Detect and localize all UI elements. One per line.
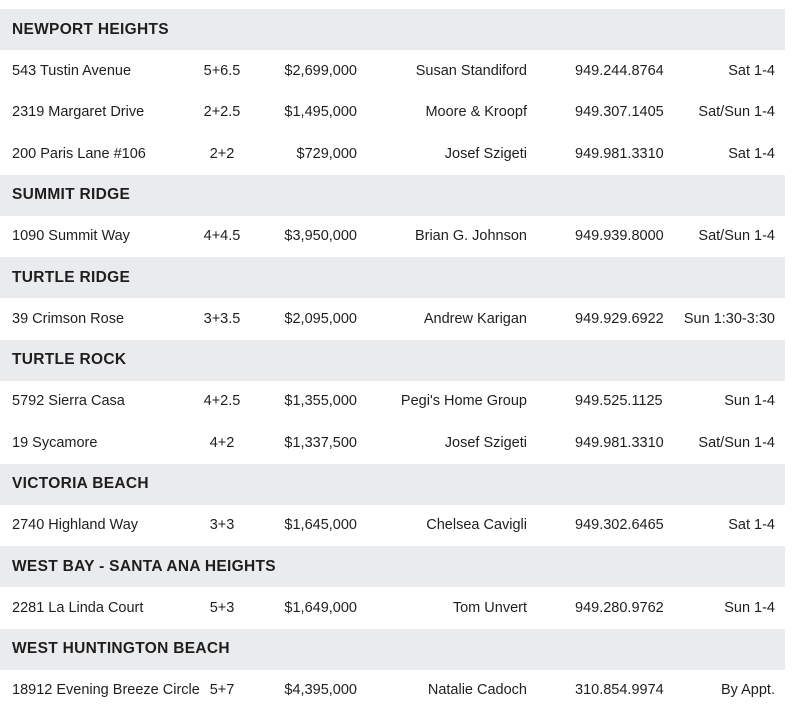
neighborhood-header: WEST HUNTINGTON BEACH bbox=[0, 629, 785, 670]
listing-price: $4,395,000 bbox=[284, 682, 357, 699]
listing-rooms: 5+7 bbox=[209, 682, 235, 699]
listing-rooms: 3+3 bbox=[209, 517, 235, 534]
listing-row bbox=[0, 50, 785, 92]
listing-agent: Josef Szigeti bbox=[444, 434, 527, 451]
listing-address: 39 Crimson Rose bbox=[12, 310, 125, 327]
listing-hours: Sun 1-4 bbox=[724, 393, 775, 410]
listing-price: $1,495,000 bbox=[284, 104, 357, 121]
listing-price: $1,355,000 bbox=[284, 393, 357, 410]
listing-row bbox=[0, 298, 785, 340]
listing-rooms: 5+3 bbox=[209, 599, 235, 616]
neighborhood-header: TURTLE RIDGE bbox=[0, 257, 785, 298]
listing-agent: Pegi's Home Group bbox=[400, 393, 527, 410]
neighborhood-header: SUMMIT RIDGE bbox=[0, 175, 785, 216]
listing-price: $1,645,000 bbox=[284, 517, 357, 534]
listing-rooms: 5+6.5 bbox=[203, 62, 241, 79]
open-house-listings bbox=[0, 9, 785, 711]
listing-row bbox=[0, 670, 785, 712]
neighborhood-section bbox=[0, 340, 785, 464]
listing-hours: Sun 1-4 bbox=[724, 599, 775, 616]
neighborhood-section bbox=[0, 175, 785, 258]
listing-hours: Sat/Sun 1-4 bbox=[698, 104, 775, 121]
neighborhood-header: VICTORIA BEACH bbox=[0, 464, 785, 505]
listing-phone: 310.854.9974 bbox=[575, 682, 664, 699]
listing-phone: 949.981.3310 bbox=[575, 434, 664, 451]
listing-address: 2740 Highland Way bbox=[12, 517, 139, 534]
listing-rooms: 4+2 bbox=[209, 434, 235, 451]
listing-hours: Sat 1-4 bbox=[728, 145, 775, 162]
neighborhood-header: WEST BAY - SANTA ANA HEIGHTS bbox=[0, 546, 785, 587]
neighborhood-header: NEWPORT HEIGHTS bbox=[0, 9, 785, 50]
listing-hours: Sat 1-4 bbox=[728, 517, 775, 534]
listing-agent: Susan Standiford bbox=[415, 62, 527, 79]
listing-address: 543 Tustin Avenue bbox=[12, 62, 132, 79]
listing-price: $1,649,000 bbox=[284, 599, 357, 616]
listing-address: 1090 Summit Way bbox=[12, 228, 130, 245]
neighborhood-section bbox=[0, 629, 785, 712]
listing-phone: 949.981.3310 bbox=[575, 145, 664, 162]
listing-row bbox=[0, 422, 785, 464]
listing-phone: 949.302.6465 bbox=[575, 517, 664, 534]
listing-address: 5792 Sierra Casa bbox=[12, 393, 125, 410]
listing-agent: Natalie Cadoch bbox=[427, 682, 527, 699]
listing-hours: Sat/Sun 1-4 bbox=[698, 434, 775, 451]
listing-rooms: 4+4.5 bbox=[203, 228, 241, 245]
listing-agent: Brian G. Johnson bbox=[414, 228, 527, 245]
listing-hours: Sat 1-4 bbox=[728, 62, 775, 79]
listing-price: $2,095,000 bbox=[284, 310, 357, 327]
listing-row bbox=[0, 133, 785, 175]
listing-price: $3,950,000 bbox=[284, 228, 357, 245]
listing-rooms: 2+2.5 bbox=[203, 104, 241, 121]
listing-agent: Andrew Karigan bbox=[423, 310, 527, 327]
listing-hours: Sat/Sun 1-4 bbox=[698, 228, 775, 245]
listing-address: 18912 Evening Breeze Circle bbox=[12, 682, 200, 699]
listing-agent: Moore & Kroopf bbox=[425, 104, 527, 121]
listing-row bbox=[0, 505, 785, 547]
listing-row bbox=[0, 92, 785, 134]
listing-phone: 949.525.1125 bbox=[575, 393, 663, 410]
listing-hours: Sun 1:30-3:30 bbox=[683, 310, 775, 327]
neighborhood-section bbox=[0, 464, 785, 547]
listing-phone: 949.280.9762 bbox=[575, 599, 664, 616]
listing-hours: By Appt. bbox=[720, 682, 775, 699]
listing-price: $729,000 bbox=[296, 145, 357, 162]
listing-row bbox=[0, 587, 785, 629]
listing-rooms: 4+2.5 bbox=[203, 393, 241, 410]
listing-row bbox=[0, 216, 785, 258]
neighborhood-section bbox=[0, 9, 785, 175]
listing-phone: 949.929.6922 bbox=[575, 310, 664, 327]
listing-row bbox=[0, 381, 785, 423]
listing-address: 2319 Margaret Drive bbox=[12, 104, 145, 121]
neighborhood-header: TURTLE ROCK bbox=[0, 340, 785, 381]
listing-phone: 949.939.8000 bbox=[575, 228, 664, 245]
listing-rooms: 2+2 bbox=[209, 145, 235, 162]
listing-agent: Josef Szigeti bbox=[444, 145, 527, 162]
listing-address: 19 Sycamore bbox=[12, 434, 98, 451]
listing-address: 200 Paris Lane #106 bbox=[12, 145, 146, 162]
listing-rooms: 3+3.5 bbox=[203, 310, 241, 327]
listing-address: 2281 La Linda Court bbox=[12, 599, 144, 616]
neighborhood-section bbox=[0, 546, 785, 629]
listing-phone: 949.244.8764 bbox=[575, 62, 664, 79]
neighborhood-section bbox=[0, 257, 785, 340]
listing-price: $1,337,500 bbox=[284, 434, 357, 451]
listing-price: $2,699,000 bbox=[284, 62, 357, 79]
listing-phone: 949.307.1405 bbox=[575, 104, 664, 121]
listing-agent: Tom Unvert bbox=[452, 599, 527, 616]
listing-agent: Chelsea Cavigli bbox=[426, 517, 527, 534]
